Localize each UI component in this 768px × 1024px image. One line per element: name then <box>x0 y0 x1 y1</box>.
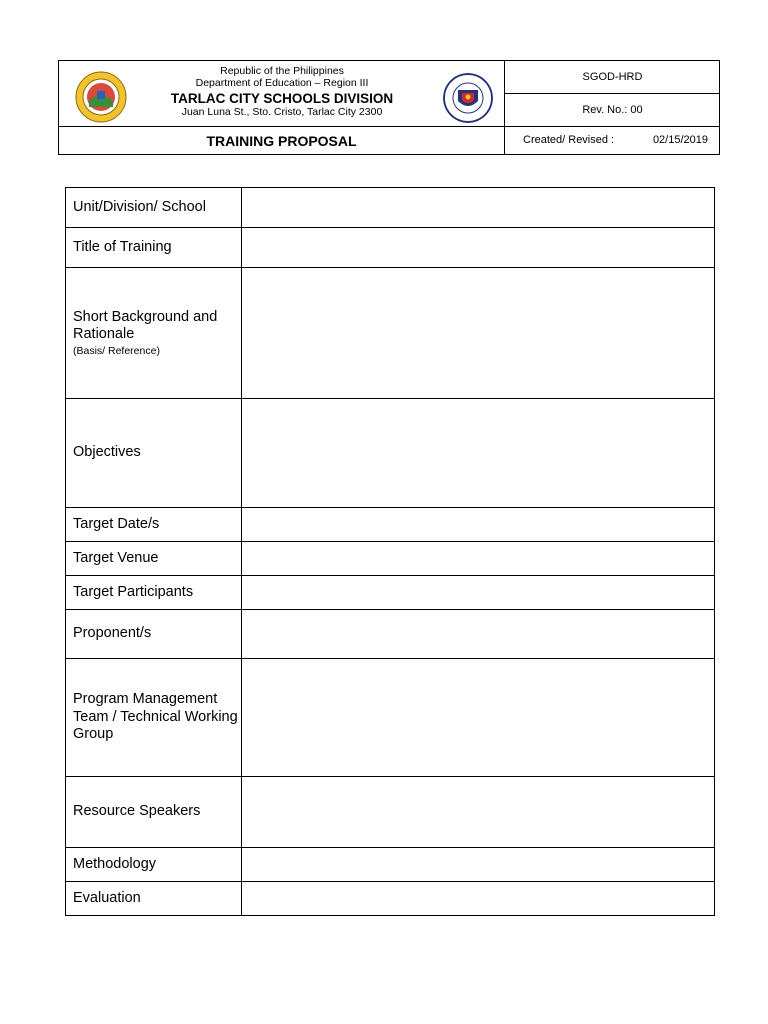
form-row <box>66 610 715 659</box>
deped-seal-icon <box>443 73 493 123</box>
form-row <box>66 576 715 610</box>
agency-text <box>129 66 435 118</box>
row-label: Proponent/s <box>66 610 242 659</box>
row-sublabel: (Basis/ Reference) <box>73 344 160 357</box>
division-address: Juan Luna St., Sto. Cristo, Tarlac City 2300 <box>181 105 383 118</box>
form-row <box>66 228 715 268</box>
row-label: Methodology <box>66 848 242 882</box>
row-label: Short Background and Rationale <box>73 308 218 343</box>
row-label: Program Management Team / Technical Working Group <box>66 659 242 777</box>
target-participants-field[interactable] <box>241 576 714 610</box>
row-label-with-sub <box>66 268 242 399</box>
form-row <box>66 777 715 848</box>
methodology-field[interactable] <box>241 848 714 882</box>
form-row <box>66 188 715 228</box>
row-label: Target Venue <box>66 542 242 576</box>
division-seal-icon <box>75 71 127 123</box>
form-row <box>66 508 715 542</box>
training-proposal-form <box>65 187 715 916</box>
created-date: 02/15/2019 <box>652 134 708 146</box>
created-revised <box>505 127 720 155</box>
unit-division-school-field[interactable] <box>241 188 714 228</box>
department-line: Department of Education – Region III <box>195 76 369 89</box>
proponents-field[interactable] <box>241 610 714 659</box>
row-label: Objectives <box>66 399 242 508</box>
row-label: Target Date/s <box>66 508 242 542</box>
form-row <box>66 659 715 777</box>
row-label: Resource Speakers <box>66 777 242 848</box>
division-name: TARLAC CITY SCHOOLS DIVISION <box>170 90 394 106</box>
created-label: Created/ Revised : <box>523 134 615 146</box>
document-code: SGOD-HRD <box>505 61 720 94</box>
evaluation-field[interactable] <box>241 882 714 916</box>
target-dates-field[interactable] <box>241 508 714 542</box>
form-row <box>66 848 715 882</box>
form-row <box>66 882 715 916</box>
form-row <box>66 268 715 399</box>
form-title: TRAINING PROPOSAL <box>59 127 505 155</box>
row-label: Unit/Division/ School <box>66 188 242 228</box>
title-of-training-field[interactable] <box>241 228 714 268</box>
program-management-team-field[interactable] <box>241 659 714 777</box>
document-header <box>58 60 720 155</box>
agency-block <box>59 61 505 127</box>
revision-number: Rev. No.: 00 <box>505 94 720 127</box>
row-label: Title of Training <box>66 228 242 268</box>
form-row <box>66 399 715 508</box>
row-label: Target Participants <box>66 576 242 610</box>
resource-speakers-field[interactable] <box>241 777 714 848</box>
objectives-field[interactable] <box>241 399 714 508</box>
target-venue-field[interactable] <box>241 542 714 576</box>
background-rationale-field[interactable] <box>241 268 714 399</box>
row-label: Evaluation <box>66 882 242 916</box>
form-row <box>66 542 715 576</box>
republic-line: Republic of the Philippines <box>220 65 344 77</box>
